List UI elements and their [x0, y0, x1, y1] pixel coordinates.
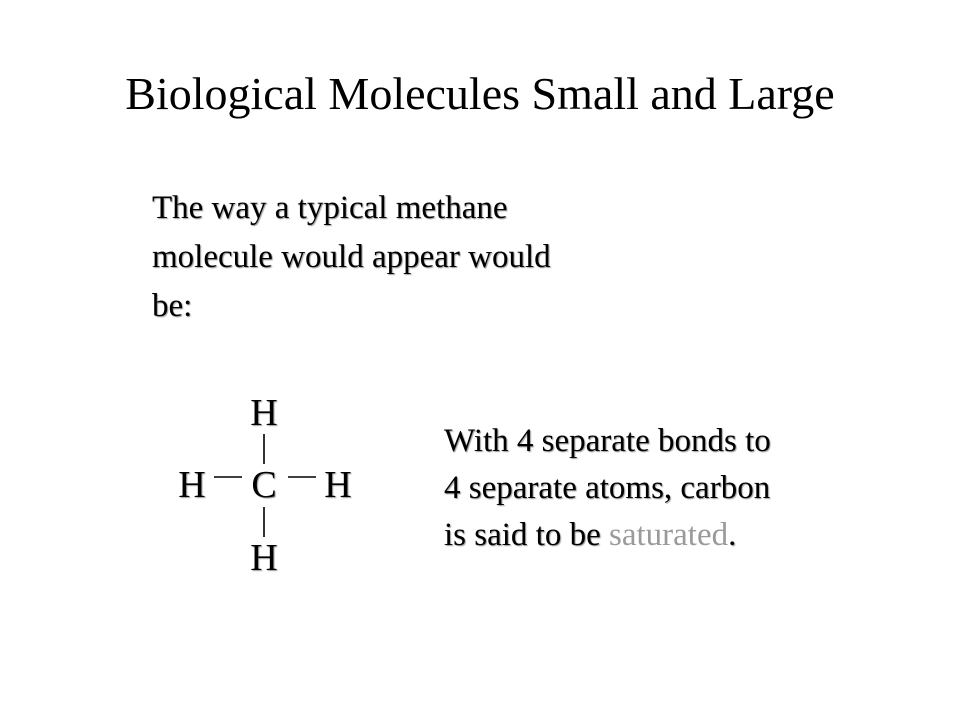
- explanation-line-1: With 4 separate bonds to: [444, 423, 771, 459]
- hydrogen-atom-right: H: [324, 464, 352, 506]
- intro-line-1: The way a typical methane: [152, 190, 508, 226]
- hydrogen-atom-left: H: [178, 464, 206, 506]
- hydrogen-atom-top: H: [250, 392, 278, 434]
- explanation-line-3-prefix: is said to be: [444, 517, 609, 553]
- saturation-explanation: [444, 418, 924, 559]
- saturated-term: saturated: [608, 517, 729, 553]
- hydrogen-atom-bottom: H: [250, 537, 278, 579]
- intro-text: [152, 184, 712, 331]
- slide-title: Biological Molecules Small and Large: [125, 68, 835, 119]
- carbon-atom: C: [251, 464, 277, 506]
- explanation-line-2: 4 separate atoms, carbon: [444, 470, 771, 506]
- intro-line-2: molecule would appear would: [152, 239, 551, 275]
- explanation-line-3: [444, 512, 924, 559]
- methane-structure-diagram: [160, 380, 380, 590]
- explanation-line-3-suffix: .: [728, 517, 737, 553]
- intro-line-3: be:: [152, 288, 193, 324]
